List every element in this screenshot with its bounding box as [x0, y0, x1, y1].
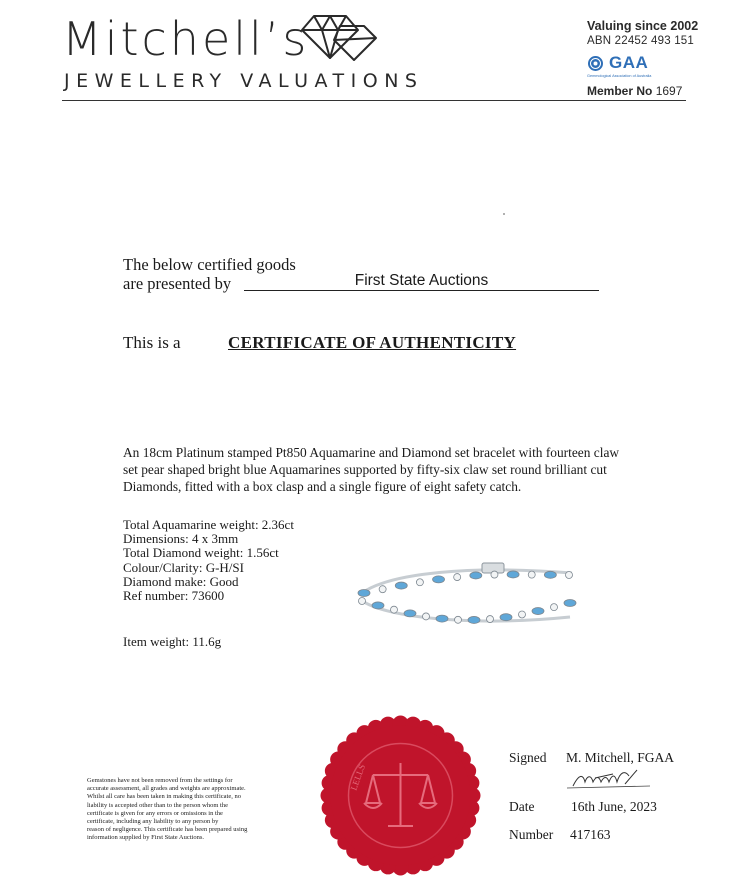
member-label: Member No: [587, 84, 653, 98]
disclaimer-line: information supplied by First State Auctions.: [87, 834, 204, 842]
disclaimer-line: liability is accepted other than to the person whom the: [87, 801, 228, 809]
disclaimer-line: Whilst all care has been taken in making this certificate, no: [87, 793, 241, 801]
spec-list: [123, 518, 294, 603]
item-weight: Item weight: 11.6g: [123, 634, 222, 649]
gaa-emblem-icon: [587, 55, 604, 72]
disclaimer-line: certificate is given for any errors or omissions in the: [87, 809, 223, 817]
presenter-name: First State Auctions: [244, 272, 599, 291]
spec-dimensions: Dimensions: 4 x 3mm: [123, 531, 239, 547]
gaa-logo: [587, 53, 707, 73]
disclaimer-line: reason of negligence. This certificate has been prepared using: [87, 826, 248, 834]
number-label: Number: [509, 827, 554, 842]
this-is-label: This is a: [123, 333, 181, 352]
handwritten-signature: [565, 768, 655, 792]
spec-colour-clarity: Colour/Clarity: G-H/SI: [123, 559, 244, 575]
gaa-subtitle: Gemmological Association of Australia: [587, 74, 652, 78]
header-divider: [62, 100, 686, 101]
date-value: 16th June, 2023: [571, 799, 657, 814]
disclaimer-line: accurate assessment, all grades and weights are approximate.: [87, 785, 246, 793]
signed-label: Signed: [509, 750, 547, 765]
spec-diamond-make: Diamond make: Good: [123, 573, 239, 589]
abn-number: ABN 22452 493 151: [587, 35, 694, 47]
disclaimer-line: Gemstones have not been removed from the settings for: [87, 777, 233, 784]
svg-text:LELLS: LELLS: [348, 762, 368, 792]
presented-by-label: are presented by: [123, 274, 232, 293]
spec-aquamarine-weight: Total Aquamarine weight: 2.36ct: [123, 517, 294, 532]
item-description: An 18cm Platinum stamped Pt850 Aquamarine and Diamond set bracelet with fourteen claw set pear shaped bright blue Aquamarines supported by fifty-six claw set round brilliant cut Diamonds, fitted with a box clasp and a single figure of eight safety catch.: [123, 445, 620, 494]
signed-value: M. Mitchell, FGAA: [566, 750, 674, 765]
certified-goods-line: The below certified goods: [123, 255, 296, 274]
member-number: [587, 84, 707, 98]
brand-tagline: JEWELLERY VALUATIONS: [64, 70, 424, 92]
disclaimer: [87, 777, 287, 843]
speck: [503, 213, 505, 215]
gaa-text: GAA: [609, 53, 649, 72]
spec-diamond-weight: Total Diamond weight: 1.56ct: [123, 545, 279, 561]
spec-ref-number: Ref number: 73600: [123, 588, 225, 604]
valuing-since: Valuing since 2002: [587, 19, 699, 33]
bracelet-photo: [350, 555, 582, 635]
wax-seal: [318, 713, 483, 878]
date-label: Date: [509, 799, 535, 814]
header-credentials: [587, 19, 707, 98]
diamond-logo-icon: [300, 10, 380, 62]
certificate-title: CERTIFICATE OF AUTHENTICITY: [228, 333, 517, 352]
brand-name: Mitchell’s: [62, 12, 310, 66]
certificate-number: 417163: [570, 827, 611, 842]
member-value: 1697: [655, 84, 683, 98]
disclaimer-line: certificate, including any liability to any person by: [87, 818, 219, 826]
